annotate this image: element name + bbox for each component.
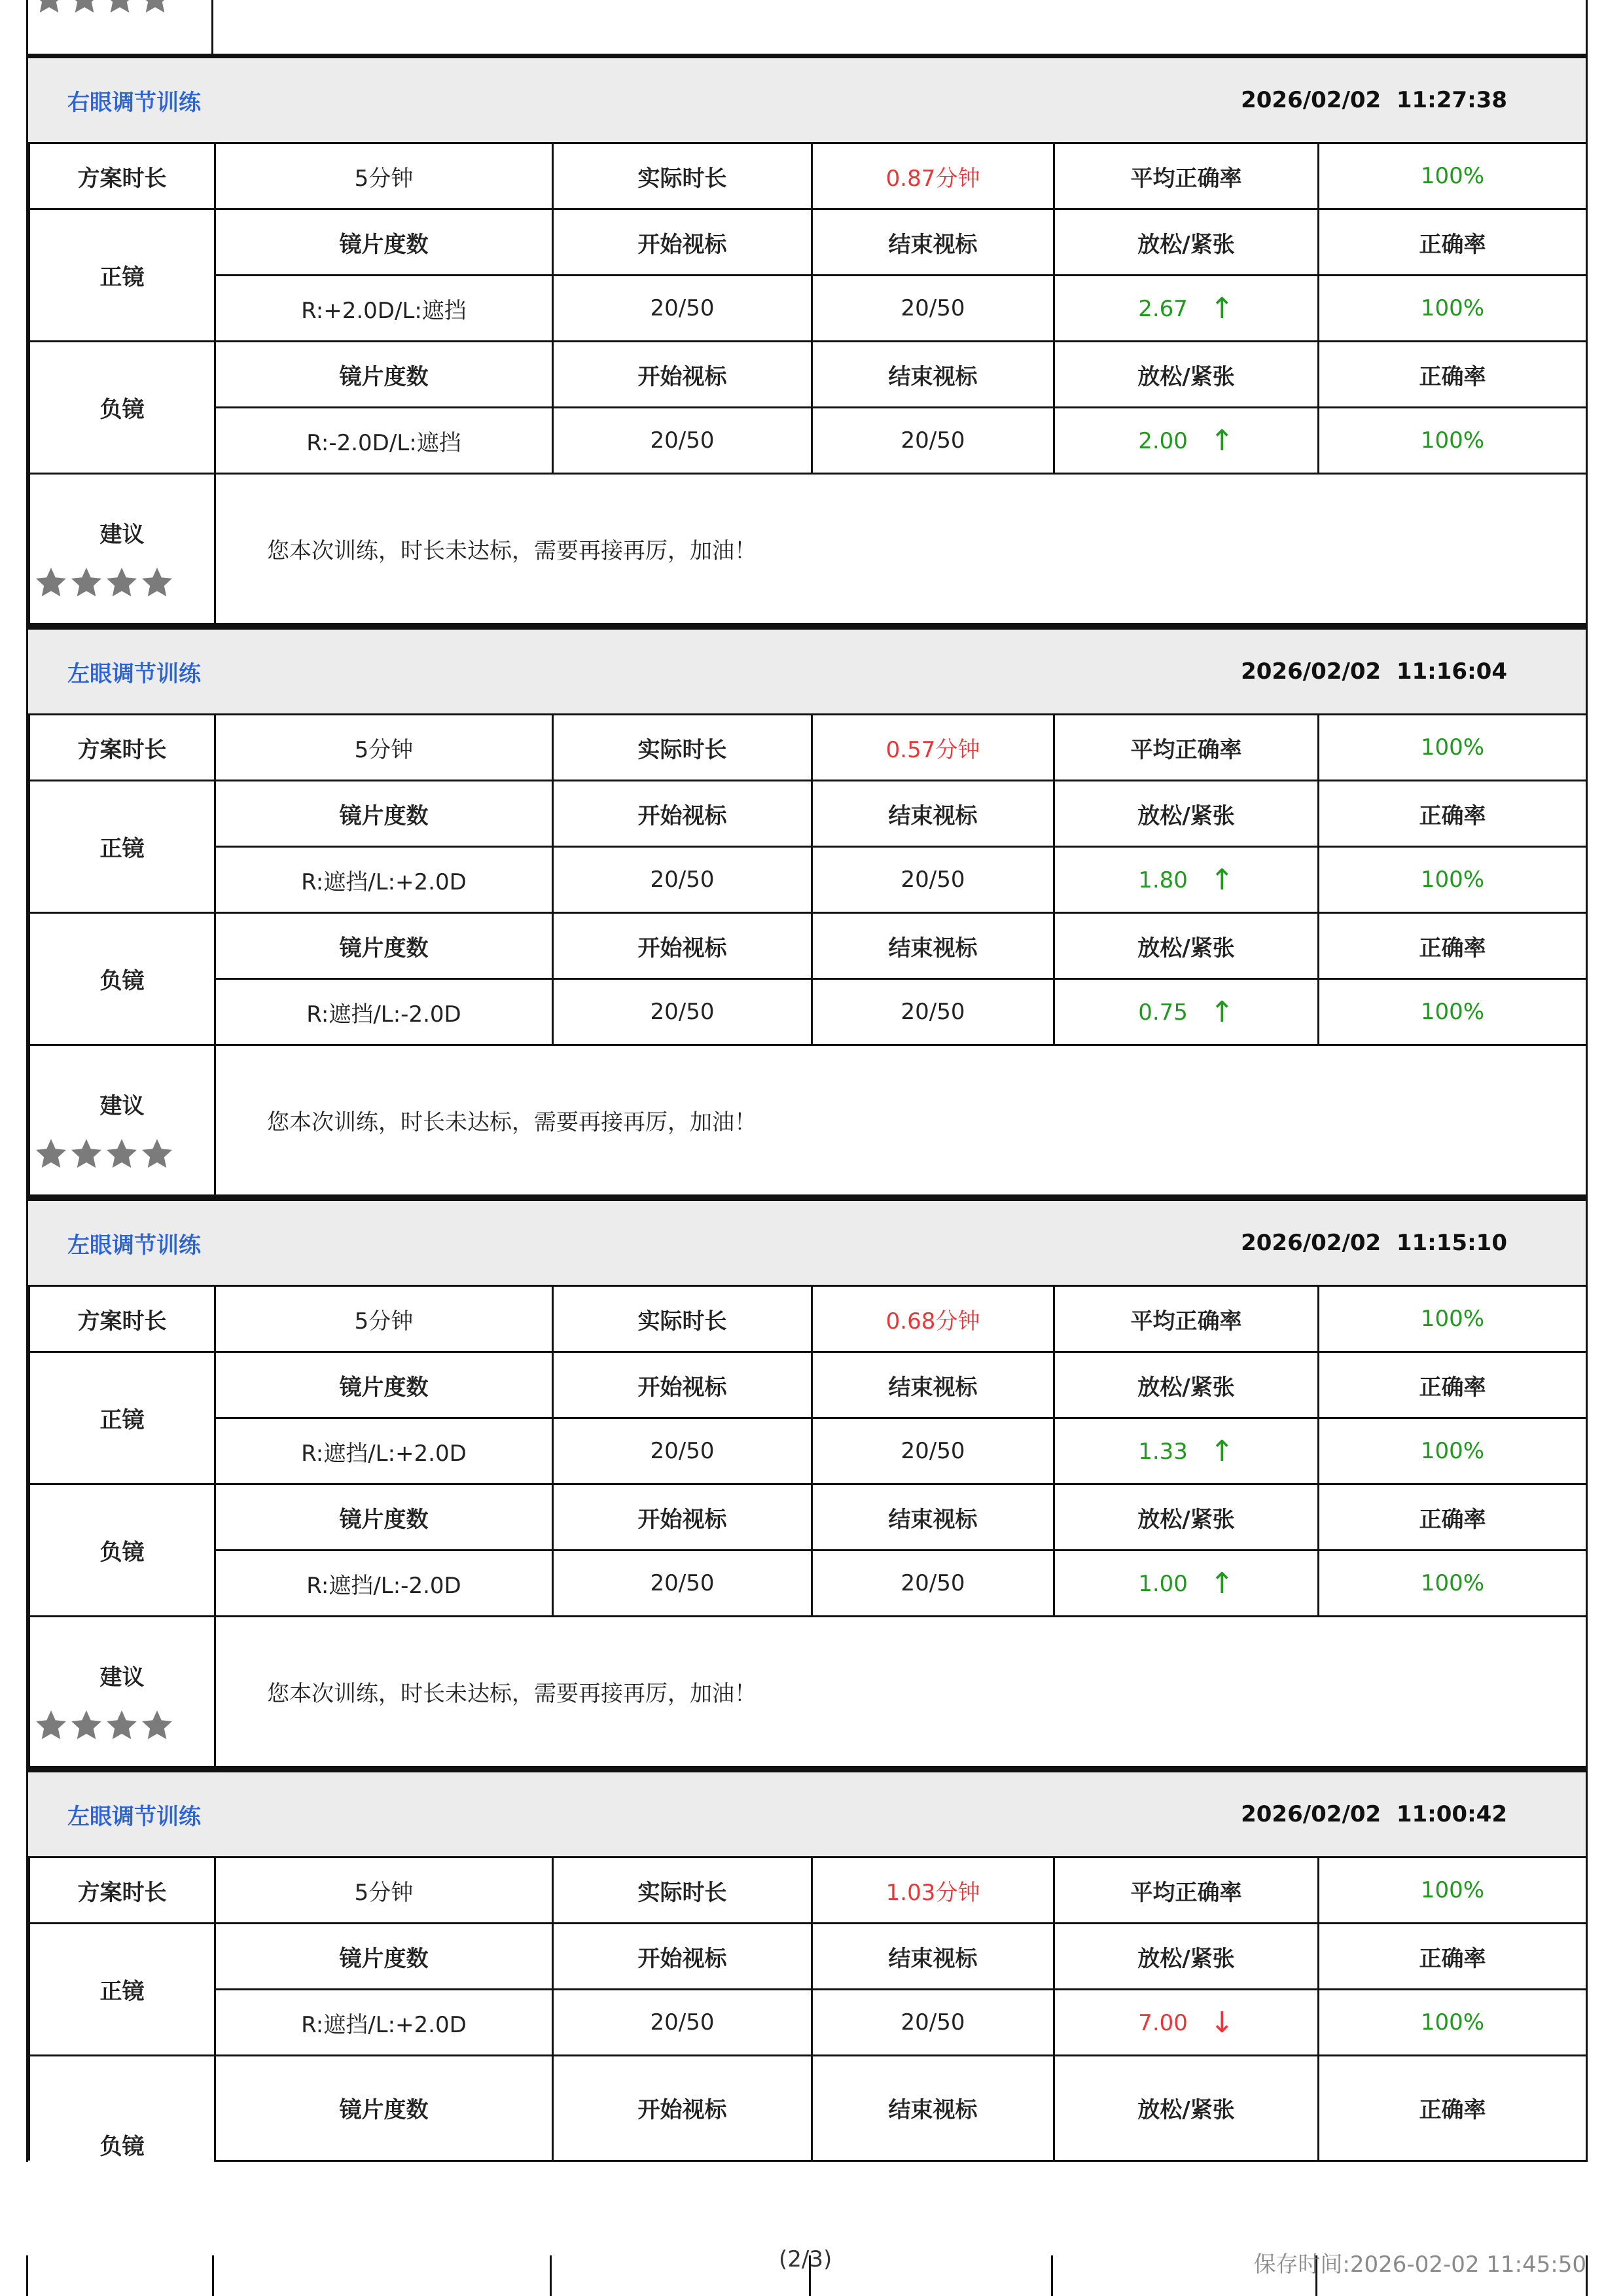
relax-tension-number: 1.00 [1138,1570,1188,1597]
relax-tension-number: 1.33 [1138,1438,1188,1465]
start-chart-header: 开始视标 [553,209,812,276]
trend-arrow-icon: ↑ [1209,995,1234,1029]
actual-duration-value: 0.57分钟 [812,715,1054,781]
lens-power: R:-2.0D/L:遮挡 [215,408,553,474]
end-chart-header: 结束视标 [812,913,1054,979]
positive-lens-header-row [29,1352,1587,1418]
start-chart: 20/50 [553,847,812,913]
rating-stars [34,1137,174,1171]
negative-lens-header-row [29,2056,1587,2161]
actual-duration-label: 实际时长 [553,715,812,781]
accuracy-header: 正确率 [1319,1924,1587,1990]
star-icon [69,1137,103,1171]
start-chart: 20/50 [553,1418,812,1484]
advice-row [29,1617,1587,1767]
actual-duration-label: 实际时长 [553,1286,812,1352]
session-title: 右眼调节训练 [67,89,201,116]
star-icon [34,1137,68,1171]
start-chart-header: 开始视标 [553,1924,812,1990]
accuracy-value: 100% [1319,276,1587,342]
relax-tension-value [1054,1551,1319,1617]
relax-tension-number: 7.00 [1138,2009,1188,2036]
lens-power-header: 镜片度数 [215,1484,553,1551]
plan-duration-value: 5分钟 [215,143,553,209]
positive-lens-label: 正镜 [29,209,215,342]
lens-power-header: 镜片度数 [215,781,553,847]
rating-stars [32,0,172,16]
start-chart: 20/50 [553,1551,812,1617]
negative-lens-label: 负镜 [29,913,215,1045]
session-header [28,1768,1586,1856]
advice-text: 您本次训练，时长未达标，需要再接再厉，加油！ [215,1617,1587,1767]
star-icon [69,1708,103,1742]
star-icon [140,565,174,600]
lens-power: R:遮挡/L:+2.0D [215,1418,553,1484]
positive-lens-label: 正镜 [29,1352,215,1484]
advice-label: 建议 [99,1093,145,1119]
session-datetime: 2026/02/02 11:16:04 [1241,658,1507,685]
duration-row [29,143,1587,209]
session-title: 左眼调节训练 [67,660,201,687]
advice-cell [29,1617,215,1767]
relax-tension-value [1054,408,1319,474]
plan-duration-label: 方案时长 [29,143,215,209]
relax-tension-value [1054,979,1319,1045]
avg-accuracy-label: 平均正确率 [1054,715,1319,781]
avg-accuracy-label: 平均正确率 [1054,1286,1319,1352]
start-chart-header: 开始视标 [553,342,812,408]
end-chart-header: 结束视标 [812,2056,1054,2161]
lens-power-header: 镜片度数 [215,1352,553,1418]
negative-lens-header-row [29,342,1587,408]
avg-accuracy-value: 100% [1319,715,1587,781]
star-icon [69,565,103,600]
trend-arrow-icon: ↑ [1209,423,1234,457]
positive-lens-value-row [29,847,1587,913]
lens-power-header: 镜片度数 [215,342,553,408]
star-icon [32,0,66,16]
positive-lens-label: 正镜 [29,1924,215,2056]
end-chart-header: 结束视标 [812,781,1054,847]
positive-lens-header-row [29,1924,1587,1990]
star-icon [105,565,139,600]
session-table [28,142,1588,625]
training-session [26,625,1588,1196]
negative-lens-label: 负镜 [29,1484,215,1617]
star-icon [34,565,68,600]
end-chart: 20/50 [812,1418,1054,1484]
plan-duration-label: 方案时长 [29,715,215,781]
accuracy-header: 正确率 [1319,1484,1587,1551]
lens-power-header: 镜片度数 [215,209,553,276]
positive-lens-label: 正镜 [29,781,215,913]
lens-power: R:遮挡/L:-2.0D [215,1551,553,1617]
rating-stars [34,565,174,600]
accuracy-header: 正确率 [1319,2056,1587,2161]
end-chart: 20/50 [812,408,1054,474]
advice-text: 您本次训练，时长未达标，需要再接再厉，加油！ [215,474,1587,624]
actual-duration-value: 1.03分钟 [812,1857,1054,1924]
end-chart: 20/50 [812,1551,1054,1617]
lens-power: R:遮挡/L:+2.0D [215,847,553,913]
start-chart-header: 开始视标 [553,781,812,847]
trend-arrow-icon: ↑ [1209,863,1234,897]
negative-lens-value-row [29,408,1587,474]
accuracy-value: 100% [1319,408,1587,474]
end-chart: 20/50 [812,1990,1054,2056]
rating-stars [34,1708,174,1742]
relax-tension-value [1054,847,1319,913]
duration-row [29,1286,1587,1352]
relax-tension-number: 0.75 [1138,999,1188,1026]
relax-tension-header: 放松/紧张 [1054,342,1319,408]
advice-row [29,474,1587,624]
accuracy-header: 正确率 [1319,209,1587,276]
start-chart-header: 开始视标 [553,913,812,979]
relax-tension-header: 放松/紧张 [1054,1484,1319,1551]
trend-arrow-icon: ↓ [1209,2005,1234,2039]
lens-power: R:+2.0D/L:遮挡 [215,276,553,342]
session-table [28,1856,1588,2162]
previous-session-fragment [26,0,1588,54]
lens-power: R:遮挡/L:-2.0D [215,979,553,1045]
end-chart-header: 结束视标 [812,1484,1054,1551]
actual-duration-label: 实际时长 [553,1857,812,1924]
lens-power-header: 镜片度数 [215,1924,553,1990]
star-icon [138,0,172,16]
relax-tension-header: 放松/紧张 [1054,913,1319,979]
negative-lens-value-row [29,979,1587,1045]
advice-label: 建议 [99,522,145,548]
relax-tension-number: 2.00 [1138,427,1188,454]
star-icon [103,0,137,16]
training-session [26,1768,1588,2162]
start-chart: 20/50 [553,408,812,474]
negative-lens-label: 负镜 [29,2056,215,2161]
accuracy-value: 100% [1319,979,1587,1045]
star-icon [140,1137,174,1171]
start-chart-header: 开始视标 [553,2056,812,2161]
plan-duration-label: 方案时长 [29,1857,215,1924]
advice-cell [29,474,215,624]
relax-tension-header: 放松/紧张 [1054,1924,1319,1990]
advice-text: 您本次训练，时长未达标，需要再接再厉，加油！ [215,1045,1587,1196]
negative-lens-header-row [29,1484,1587,1551]
page-number: (2/3) [779,2246,832,2272]
lens-power-header: 镜片度数 [215,913,553,979]
training-session [26,54,1588,625]
end-chart: 20/50 [812,847,1054,913]
start-chart-header: 开始视标 [553,1352,812,1418]
plan-duration-label: 方案时长 [29,1286,215,1352]
trend-arrow-icon: ↑ [1209,1434,1234,1468]
session-header [28,54,1586,142]
positive-lens-header-row [29,781,1587,847]
trend-arrow-icon: ↑ [1209,1566,1234,1600]
end-chart-header: 结束视标 [812,209,1054,276]
session-header [28,625,1586,713]
accuracy-value: 100% [1319,1990,1587,2056]
relax-tension-value [1054,276,1319,342]
training-session [26,1196,1588,1768]
session-title: 左眼调节训练 [67,1803,201,1830]
star-icon [67,0,101,16]
plan-duration-value: 5分钟 [215,1286,553,1352]
session-header [28,1196,1586,1285]
relax-tension-value [1054,1990,1319,2056]
end-chart-header: 结束视标 [812,342,1054,408]
avg-accuracy-label: 平均正确率 [1054,1857,1319,1924]
relax-tension-number: 2.67 [1138,295,1188,322]
accuracy-value: 100% [1319,847,1587,913]
avg-accuracy-value: 100% [1319,143,1587,209]
relax-tension-number: 1.80 [1138,867,1188,893]
lens-power-header: 镜片度数 [215,2056,553,2161]
accuracy-header: 正确率 [1319,1352,1587,1418]
start-chart: 20/50 [553,276,812,342]
star-icon [34,1708,68,1742]
duration-row [29,1857,1587,1924]
start-chart: 20/50 [553,979,812,1045]
plan-duration-value: 5分钟 [215,1857,553,1924]
start-chart-header: 开始视标 [553,1484,812,1551]
accuracy-value: 100% [1319,1418,1587,1484]
session-datetime: 2026/02/02 11:00:42 [1241,1801,1507,1827]
session-table [28,1285,1588,1768]
end-chart: 20/50 [812,979,1054,1045]
relax-tension-header: 放松/紧张 [1054,2056,1319,2161]
positive-lens-header-row [29,209,1587,276]
positive-lens-value-row [29,1418,1587,1484]
duration-row [29,715,1587,781]
end-chart: 20/50 [812,276,1054,342]
actual-duration-label: 实际时长 [553,143,812,209]
negative-lens-header-row [29,913,1587,979]
relax-tension-header: 放松/紧张 [1054,1352,1319,1418]
star-icon [140,1708,174,1742]
plan-duration-value: 5分钟 [215,715,553,781]
relax-tension-header: 放松/紧张 [1054,209,1319,276]
star-icon [105,1708,139,1742]
negative-lens-label: 负镜 [29,342,215,474]
advice-cell [29,1045,215,1196]
actual-duration-value: 0.87分钟 [812,143,1054,209]
session-title: 左眼调节训练 [67,1232,201,1259]
star-icon [105,1137,139,1171]
end-chart-header: 结束视标 [812,1352,1054,1418]
actual-duration-value: 0.68分钟 [812,1286,1054,1352]
positive-lens-value-row [29,276,1587,342]
session-table [28,713,1588,1196]
end-chart-header: 结束视标 [812,1924,1054,1990]
trend-arrow-icon: ↑ [1209,291,1234,325]
positive-lens-value-row [29,1990,1587,2056]
avg-accuracy-value: 100% [1319,1857,1587,1924]
accuracy-header: 正确率 [1319,913,1587,979]
accuracy-header: 正确率 [1319,781,1587,847]
training-report [26,0,1588,2162]
lens-power: R:遮挡/L:+2.0D [215,1990,553,2056]
save-time: 保存时间:2026-02-02 11:45:50 [1253,2251,1586,2278]
avg-accuracy-value: 100% [1319,1286,1587,1352]
relax-tension-header: 放松/紧张 [1054,781,1319,847]
avg-accuracy-label: 平均正确率 [1054,143,1319,209]
accuracy-value: 100% [1319,1551,1587,1617]
relax-tension-value [1054,1418,1319,1484]
accuracy-header: 正确率 [1319,342,1587,408]
advice-label: 建议 [99,1664,145,1691]
start-chart: 20/50 [553,1990,812,2056]
negative-lens-value-row [29,1551,1587,1617]
session-datetime: 2026/02/02 11:27:38 [1241,87,1507,113]
advice-row [29,1045,1587,1196]
session-datetime: 2026/02/02 11:15:10 [1241,1230,1507,1256]
